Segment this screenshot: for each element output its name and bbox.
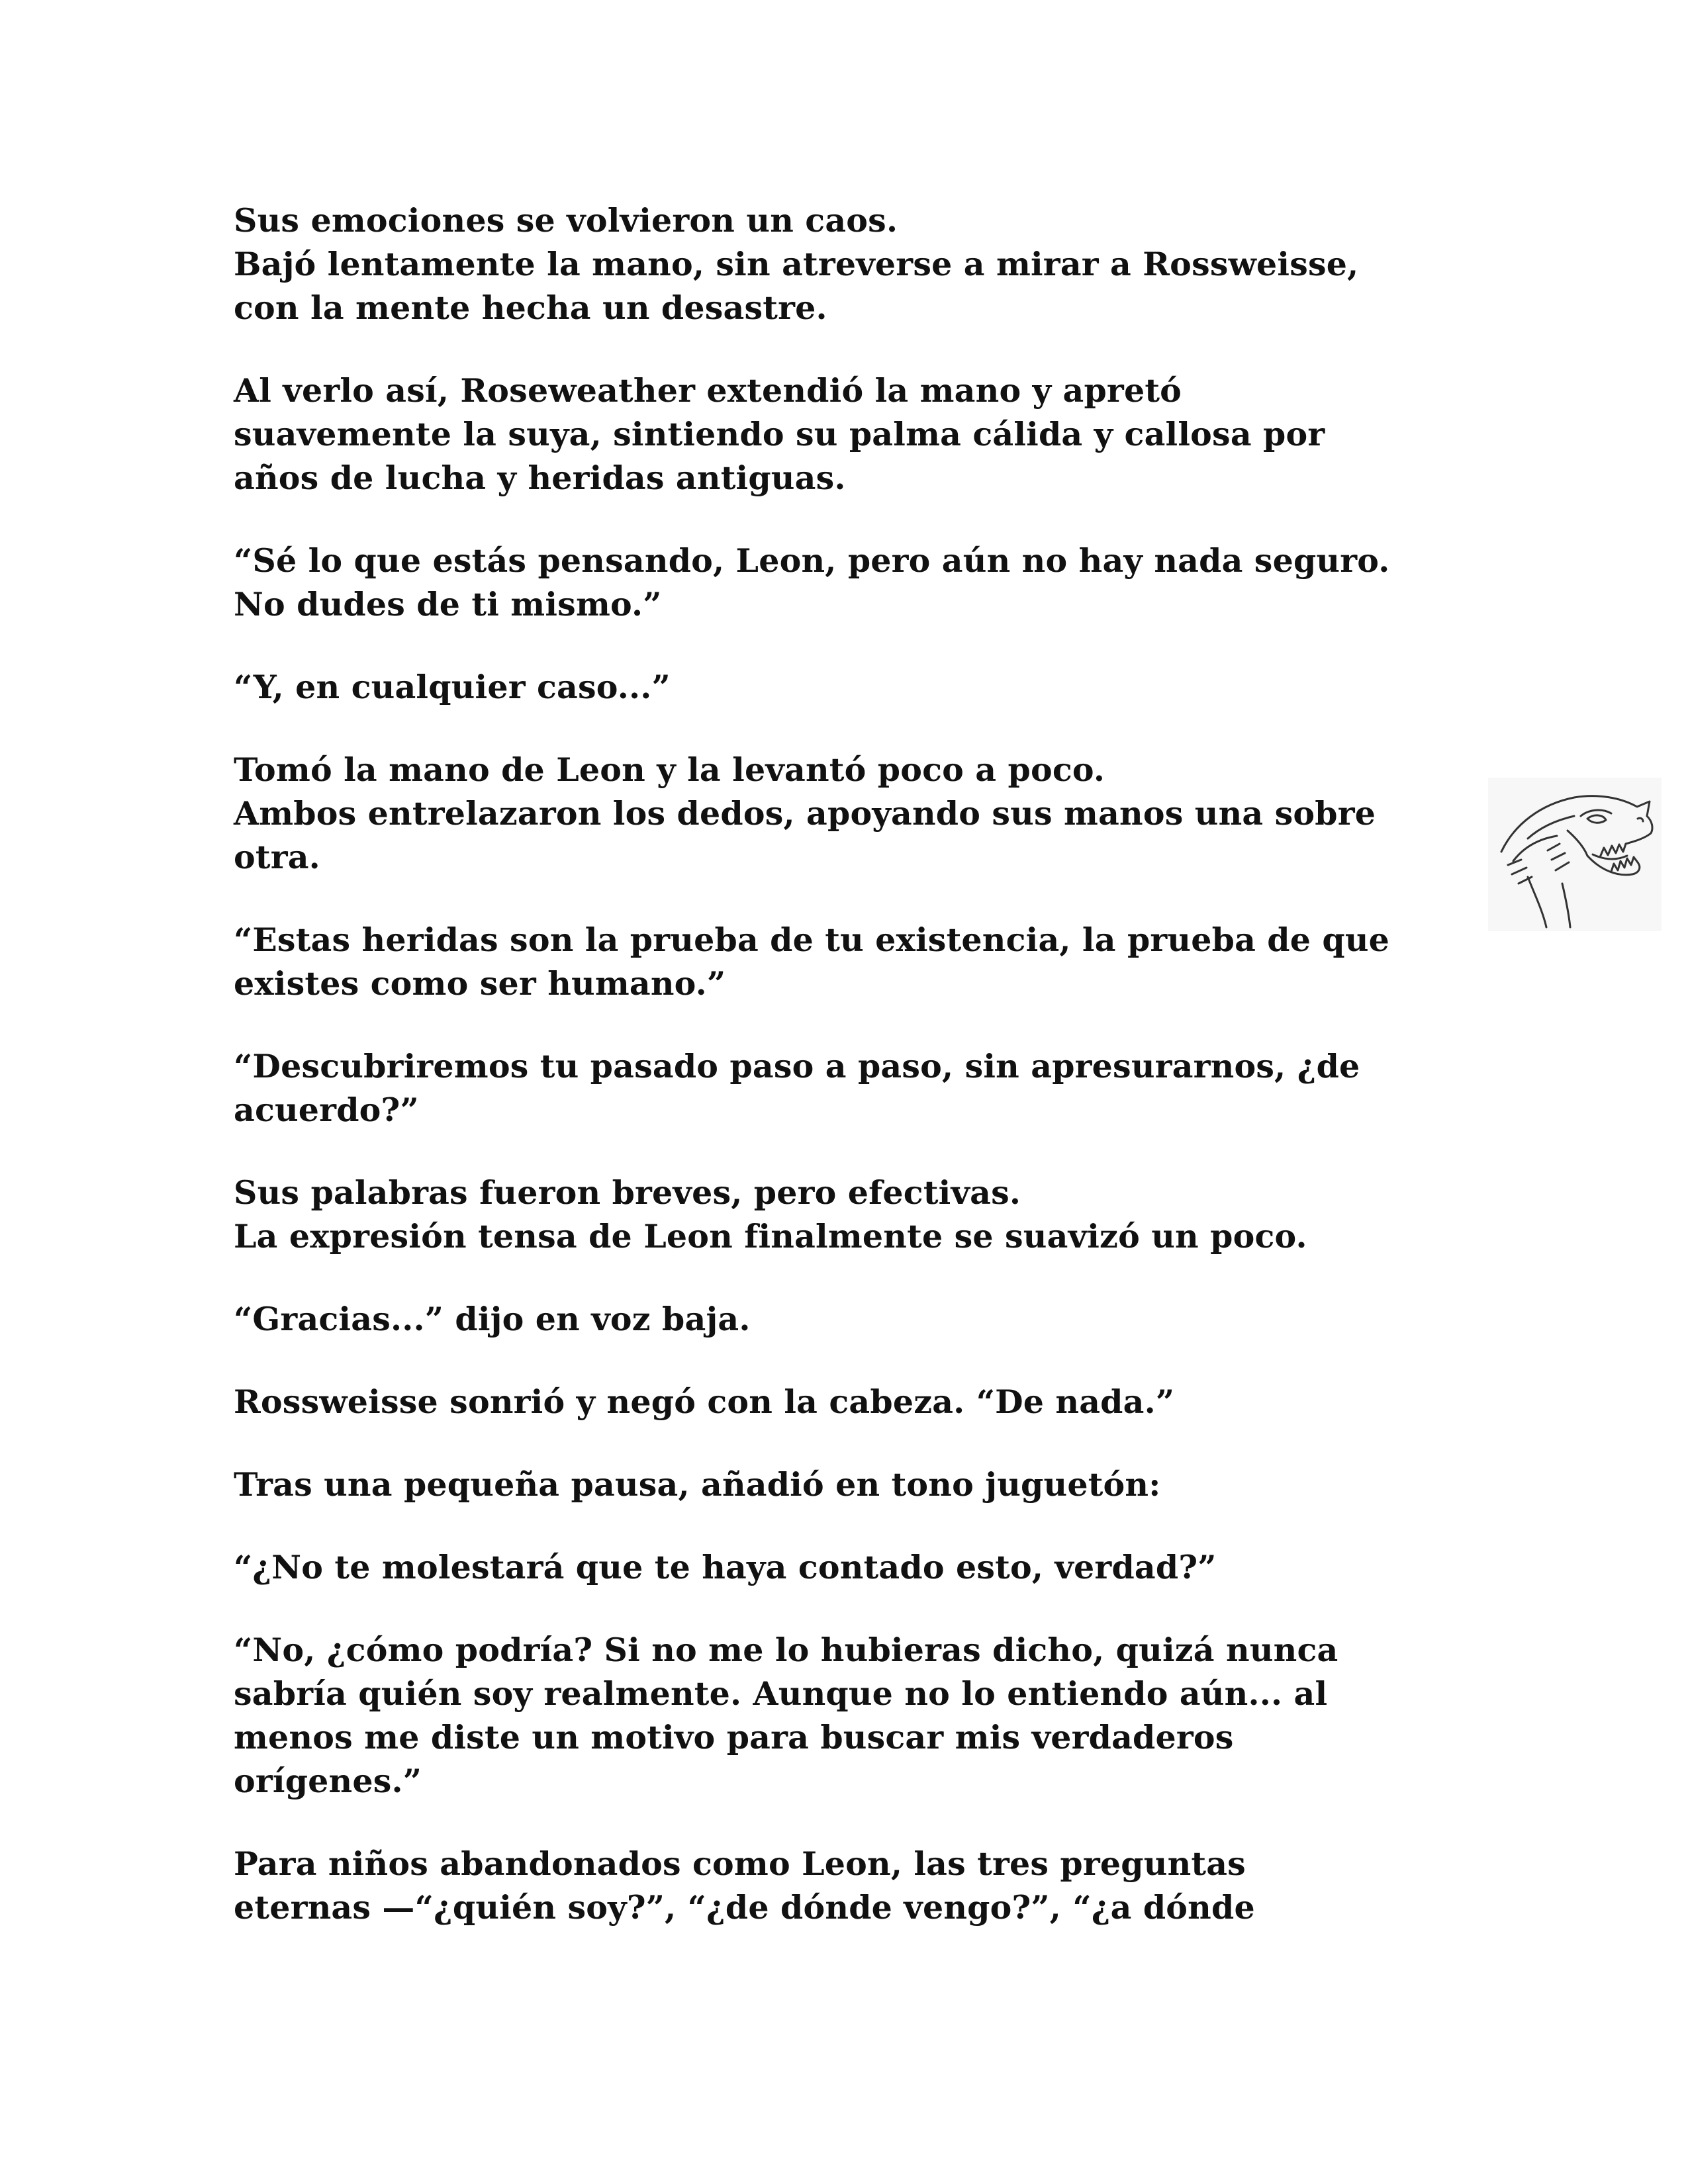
paragraph: “Sé lo que estás pensando, Leon, pero aún no hay nada seguro. No dudes de ti mismo.” xyxy=(234,541,1390,623)
paragraph: Tras una pequeña pausa, añadió en tono juguetón: xyxy=(234,1465,1161,1504)
body-text xyxy=(234,199,1452,1929)
paragraph: Rossweisse sonrió y negó con la cabeza. “De nada.” xyxy=(234,1383,1175,1421)
dinosaur-head-sketch-icon xyxy=(1488,778,1662,931)
paragraph: “Estas heridas son la prueba de tu existencia, la prueba de que existes como ser humano.” xyxy=(234,921,1390,1003)
paragraph: Al verlo así, Roseweather extendió la mano y apretó suavemente la suya, sintiendo su palma cálida y callosa por años de lucha y heridas antiguas. xyxy=(234,371,1325,497)
paragraph: “Gracias...” dijo en voz baja. xyxy=(234,1300,751,1338)
paragraph: Tomó la mano de Leon y la levantó poco a poco. Ambos entrelazaron los dedos, apoyando sus manos una sobre otra. xyxy=(234,751,1376,876)
paragraph: “Y, en cualquier caso...” xyxy=(234,668,671,706)
paragraph: Sus palabras fueron breves, pero efectivas. La expresión tensa de Leon finalmente se suavizó un poco. xyxy=(234,1173,1307,1255)
paragraph: Para niños abandonados como Leon, las tres preguntas eternas —“¿quién soy?”, “¿de dónde vengo?”, “¿a dónde xyxy=(234,1844,1255,1927)
paragraph: “¿No te molestará que te haya contado esto, verdad?” xyxy=(234,1548,1217,1586)
paragraph: “No, ¿cómo podría? Si no me lo hubieras dicho, quizá nunca sabría quién soy realmente. Aunque no lo entiendo aún... al menos me diste un motivo para buscar mis verdaderos orígenes.” xyxy=(234,1631,1338,1800)
paragraph: Sus emociones se volvieron un caos. Bajó lentamente la mano, sin atreverse a mirar a Rossweisse, con la mente hecha un desastre. xyxy=(234,201,1359,327)
paragraph: “Descubriremos tu pasado paso a paso, sin apresurarnos, ¿de acuerdo?” xyxy=(234,1047,1360,1129)
